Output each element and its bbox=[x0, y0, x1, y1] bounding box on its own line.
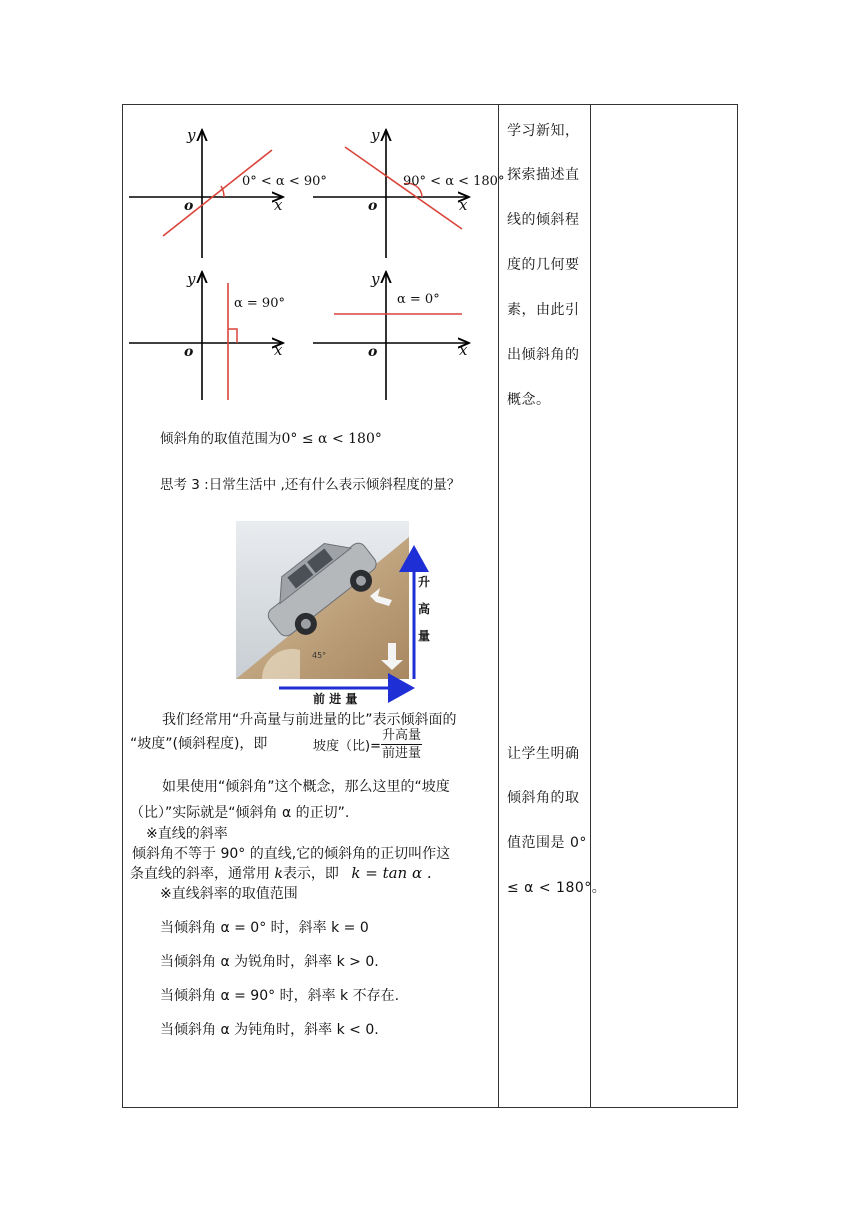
side-note-2-line-1: 让学生明确 bbox=[507, 746, 580, 762]
origin-label: o bbox=[368, 198, 378, 214]
range-text: 倾斜角的取值范围为 bbox=[160, 431, 282, 447]
slope-formula bbox=[313, 727, 422, 762]
axis-x-label: x bbox=[274, 196, 283, 214]
side-note-1-line-5: 素，由此引 bbox=[507, 302, 580, 318]
axis-x-label: x bbox=[459, 341, 468, 359]
paragraph-3-line-1: 倾斜角不等于 90° 的直线,它的倾斜角的正切叫作这 bbox=[132, 846, 451, 862]
origin-label: o bbox=[184, 198, 194, 214]
paragraph-1-line-2: “坡度”(倾斜程度)，即 bbox=[130, 736, 268, 752]
side-note-2-line-3: 值范围是 0° bbox=[507, 835, 587, 851]
paragraph-1-line-1: 我们经常用“升高量与前进量的比”表示倾斜面的 bbox=[162, 712, 457, 728]
heading-slope-range: ※直线斜率的取值范围 bbox=[160, 886, 298, 902]
slope-definition-formula: k = tan α . bbox=[351, 864, 432, 882]
axis-y-label: y bbox=[371, 126, 380, 144]
paragraph-2-line-1: 如果使用“倾斜角”这个概念，那么这里的“坡度 bbox=[162, 779, 450, 795]
axis-y-label: y bbox=[371, 270, 380, 288]
case-acute-angle: 当倾斜角 α 为锐角时，斜率 k > 0. bbox=[160, 954, 379, 970]
slope-fraction bbox=[381, 727, 422, 762]
run-label: 前 进 量 bbox=[313, 692, 358, 706]
rise-label-2: 高 bbox=[418, 602, 431, 616]
graph2-angle-label: 90° < α < 180° bbox=[403, 174, 505, 189]
graph1-angle-label: 0° < α < 90° bbox=[242, 174, 327, 189]
side-note-1-line-3: 线的倾斜程 bbox=[507, 212, 580, 228]
graph4-angle-label: α = 0° bbox=[397, 292, 440, 307]
side-note-1-line-1: 学习新知， bbox=[507, 123, 580, 139]
slope-numerator: 升高量 bbox=[381, 728, 421, 743]
angle-45-label: 45° bbox=[312, 651, 327, 660]
case-right-angle: 当倾斜角 α = 90° 时，斜率 k 不存在. bbox=[160, 988, 400, 1004]
range-math: 0° ≤ α < 180° bbox=[281, 431, 382, 447]
side-note-1-line-6: 出倾斜角的 bbox=[507, 347, 580, 363]
rise-label-3: 量 bbox=[418, 629, 431, 643]
case-zero-angle: 当倾斜角 α = 0° 时，斜率 k = 0 bbox=[160, 920, 369, 936]
slope-lhs: 坡度（比)= bbox=[313, 739, 381, 754]
slope-denominator: 前进量 bbox=[381, 746, 421, 761]
heading-slope: ※直线的斜率 bbox=[146, 826, 228, 842]
side-note-2-line-4: ≤ α < 180°。 bbox=[507, 880, 607, 896]
axis-x-label: x bbox=[459, 196, 468, 214]
origin-label: o bbox=[184, 344, 194, 360]
graph3-angle-label: α = 90° bbox=[234, 296, 285, 311]
axis-x-label: x bbox=[274, 341, 283, 359]
paragraph-2-line-2: （比）”实际就是“倾斜角 α 的正切”. bbox=[130, 805, 350, 821]
origin-label: o bbox=[368, 344, 378, 360]
p3-text-b: 表示，即 bbox=[282, 866, 339, 882]
rise-label-1: 升 bbox=[418, 575, 431, 589]
paragraph-3-line-2 bbox=[130, 863, 432, 883]
think-question: 思考 3 :日常生活中 ,还有什么表示倾斜程度的量？ bbox=[160, 477, 461, 493]
case-obtuse-angle: 当倾斜角 α 为钝角时，斜率 k < 0. bbox=[160, 1022, 379, 1038]
side-note-2-line-2: 倾斜角的取 bbox=[507, 790, 580, 806]
axis-y-label: y bbox=[187, 126, 196, 144]
side-note-1-line-2: 探索描述直 bbox=[507, 167, 580, 183]
p3-text-a: 条直线的斜率，通常用 bbox=[130, 866, 270, 882]
p3-k-symbol: k bbox=[274, 866, 283, 882]
side-note-1-line-7: 概念。 bbox=[507, 392, 551, 408]
side-note-1-line-4: 度的几何要 bbox=[507, 257, 580, 273]
axis-y-label: y bbox=[187, 270, 196, 288]
